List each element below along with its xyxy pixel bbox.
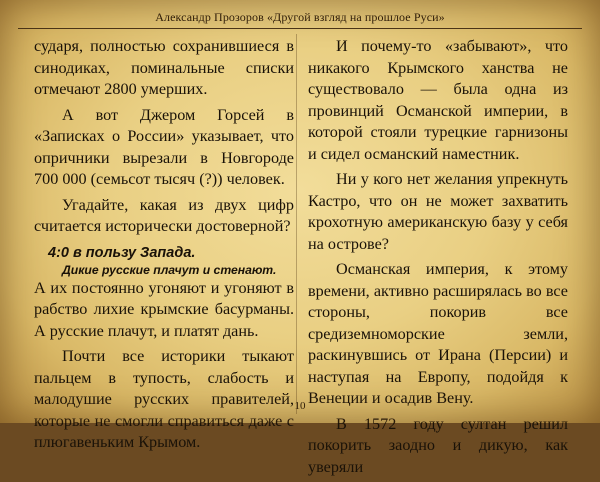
left-column <box>34 36 294 458</box>
section-subheading: Дикие русские плачут и стенают. <box>62 262 277 277</box>
paragraph: сударя, полностью сохранившиеся в синодиках, поминальные списки отмечают 2800 умерших. <box>34 37 294 98</box>
running-header: Александр Прозоров «Другой взгляд на прошлое Руси» <box>155 10 445 24</box>
paragraph: В 1572 году султан решил покорить заодно и дикую, как уверяли <box>308 414 568 476</box>
paragraph: Османская империя, к этому времени, активно расширялась во все стороны, покорив все средиземноморские земли, раскинувшись от Ирана (Персии) и наступая на Европу, подойдя к Венеции и осадив Вену. <box>308 260 568 407</box>
right-column <box>308 36 568 482</box>
paragraph: Ни у кого нет желания упрекнуть Кастро, что он не может захватить крохотную американскую базу у себя на острове? <box>308 170 568 253</box>
section-heading: 4:0 в пользу Запада. <box>48 244 196 261</box>
paragraph: И почему-то «забывают», что никакого Крымского ханства не существовало — была одна из провинций Османской империи, в которой стояли турецкие гарнизоны и сидел османский наместник. <box>308 37 568 163</box>
header-rule <box>18 28 582 29</box>
paragraph: А вот Джером Горсей в «Записках о России» указывает, что опричники вырезали в Новгороде 700 000 (семьсот тысяч (?)) человек. <box>34 105 294 188</box>
paragraph: Почти все историки тыкают пальцем в тупость, слабость и малодушие русских правителей, которые не смогли справиться даже с плюгавеньким Крымом. <box>34 347 294 451</box>
paragraph: Угадайте, какая из двух цифр считается исторически достоверной? <box>34 195 294 235</box>
column-divider <box>296 34 297 414</box>
paragraph: А их постоянно угоняют и угоняют в рабство лихие крымские басурманы. А русские плачут, и платят дань. <box>34 278 294 340</box>
page-number: 10 <box>294 400 306 412</box>
